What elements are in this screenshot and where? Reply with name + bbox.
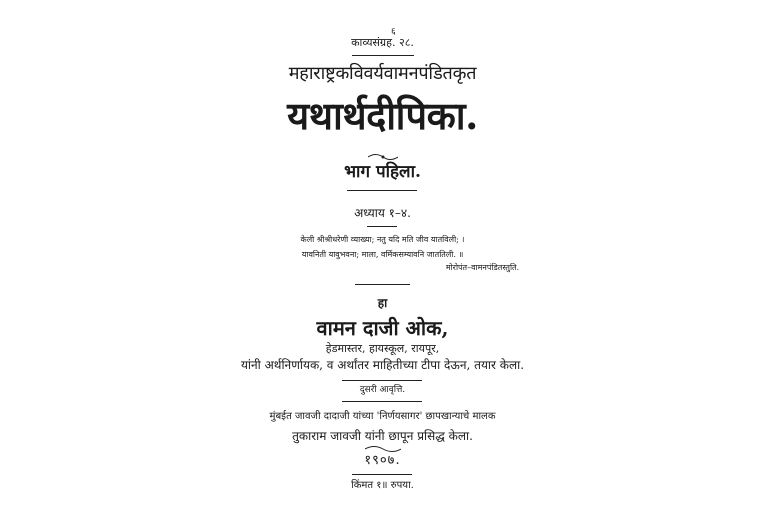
author-name: वामन दाजी ओक, (316, 316, 449, 340)
divider (347, 190, 417, 191)
divider (352, 55, 414, 56)
publisher-line: मुंबईत जावजी दादाजी यांच्या 'निर्णयसागर' छापखान्याचे मालक (269, 411, 496, 422)
part-label: भाग पहिला. (344, 162, 421, 182)
ornament-divider (368, 152, 398, 162)
publication-year: १९०७. (364, 453, 401, 468)
series-label: काव्यसंग्रह. २८. (351, 36, 414, 49)
verse-line: यावनिती यावुभवना; माला, वर्मिकसम्यावनि जाततिली. ॥ (301, 250, 464, 259)
divider (342, 380, 422, 381)
subtitle: महाराष्ट्रकविवर्यवामनपंडितकृत (288, 63, 477, 84)
price-label: किंमत १॥ रुपया. (351, 480, 414, 491)
verse-attribution: मोरोपंत–वामनपंडितस्तुति. (445, 263, 520, 272)
edition-label: दुसरी आवृत्ति. (359, 385, 406, 395)
divider (355, 284, 410, 285)
page-title: यथार्थदीपिका. (287, 93, 478, 138)
publisher-line: तुकाराम जावजी यांनी छापून प्रसिद्ध केला. (292, 429, 473, 443)
author-position: हेडमास्तर, हायस्कूल, रायपूर, (325, 342, 440, 355)
series-mark: ६ (391, 27, 396, 37)
by-label: हा (377, 296, 388, 310)
author-credit: यांनी अर्थनिर्णायक, व अर्थांतर माहितीच्या टीपा देऊन, तयार केला. (240, 358, 525, 372)
divider (352, 474, 412, 475)
chapters-label: अध्याय १–४. (354, 206, 411, 220)
divider (342, 401, 422, 402)
divider (367, 226, 397, 227)
verse-line: केली श्रीश्रीधरेणी व्याख्या; नतु यदि मति जीव यातविली; । (300, 235, 465, 244)
